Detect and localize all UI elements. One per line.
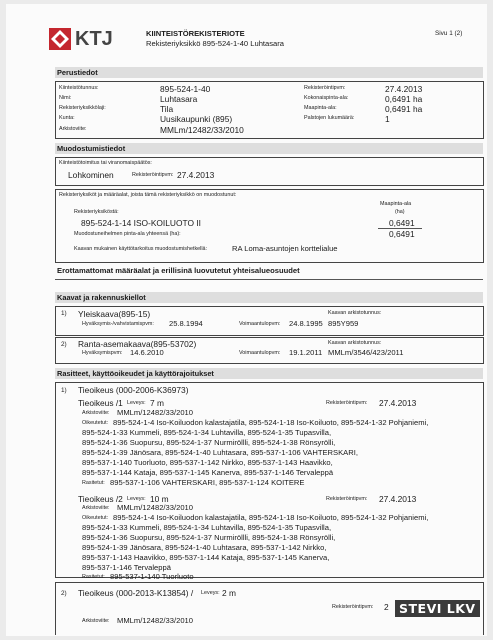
- document-subtitle: Rekisteriyksikkö 895-524-1-40 Luhtasara: [146, 39, 285, 48]
- tieoikeus-2-line-1: 895-524-1-4 Iso-Koiluodon kalastajatila, 895-524-1-18 Iso-Koiluoto, 895-524-1-32 Pohjaniemi,: [113, 513, 429, 522]
- kaava-kayttotarkoitus-label: Kaavan mukainen käyttötarkoitus muodostumishetkellä:: [74, 246, 208, 252]
- rasite-2-num: 2): [61, 590, 67, 597]
- kaava-1-voim-value: 24.8.1995: [289, 319, 323, 328]
- kaava-1-voim-label: Voimaantulopvm:: [239, 321, 281, 327]
- rasite-2-name: Tieoikeus (000-2013-K13854) /: [78, 588, 194, 598]
- kaava-1-num: 1): [61, 310, 67, 317]
- value-palstojen-lukumaara: 1: [385, 114, 390, 124]
- document-title: KIINTEISTÖREKISTERIOTE: [146, 29, 245, 38]
- rekyks-area: 0,6491: [389, 218, 415, 228]
- rasite-2-reg-value: 2: [384, 602, 389, 612]
- label-kiinteistotunnus: Kiinteistötunnus:: [59, 85, 99, 91]
- rekyks-label: Rekisteriyksiköstä:: [74, 209, 119, 215]
- label-rekisterointipvm: Rekisteröintipvm:: [304, 85, 346, 91]
- tieoikeus-1-oik-label: Oikeutetut:: [82, 420, 109, 426]
- toimitus-value: Lohkominen: [68, 170, 114, 180]
- tieoikeus-2-line-5: 895-537-1-143 Haavikko, 895-537-1-144 Kataja, 895-537-1-145 Kanerva,: [82, 553, 330, 562]
- rasite-2-ark-label: Arkistoviite:: [82, 618, 110, 624]
- label-arkistoviite: Arkistoviite:: [59, 126, 87, 132]
- value-maapinta-ala: 0,6491 ha: [385, 104, 423, 114]
- kaava-1-ark-label: Kaavan arkistotunnus:: [328, 310, 382, 316]
- tieoikeus-2-ras-value: 895-537-1-140 Tuorluoto: [110, 572, 194, 581]
- tieoikeus-2-reg-value: 27.4.2013: [379, 494, 417, 504]
- tieoikeus-1-line-4: 895-524-1-39 Jänösara, 895-524-1-40 Luhtasara, 895-537-1-106 VAHTERSKARI,: [82, 448, 358, 457]
- kaava-2-hyv-value: 14.6.2010: [130, 348, 164, 357]
- label-kokonaispinta-ala: Kokonaispinta-ala:: [304, 95, 349, 101]
- kaava-kayttotarkoitus-value: RA Loma-asuntojen korttelialue: [232, 244, 338, 253]
- kaava-1-hyv-label: Hyväksymis-/vahvistamispvm:: [82, 321, 154, 327]
- value-laji: Tila: [160, 104, 174, 114]
- tieoikeus-2-line-4: 895-524-1-39 Jänösara, 895-524-1-40 Luhtasara, 895-537-1-142 Nirkko,: [82, 543, 327, 552]
- page-number: Sivu 1 (2): [435, 30, 463, 37]
- kaava-1-hyv-value: 25.8.1994: [169, 319, 203, 328]
- tieoikeus-1-ras-label: Rasitetut:: [82, 480, 105, 486]
- value-kiinteistotunnus: 895-524-1-40: [160, 84, 211, 94]
- section-title: Muodostumistiedot: [57, 144, 126, 153]
- value-rekisterointipvm: 27.4.2013: [385, 84, 423, 94]
- kaava-1-name: Yleiskaava(895-15): [78, 309, 151, 319]
- tieoikeus-1-line-1: 895-524-1-4 Iso-Koiluodon kalastajatila, 895-524-1-18 Iso-Koiluoto, 895-524-1-32 Pohjaniemi,: [113, 418, 429, 427]
- tieoikeus-2-ark-value: MMLm/12482/33/2010: [117, 503, 193, 512]
- kiinteistot-label: Rekisteriyksiköt ja määräalat, joista tämä rekisteriyksikkö on muodostunut:: [59, 192, 237, 198]
- tieoikeus-1-ark-label: Arkistoviite:: [82, 410, 110, 416]
- rasite-2-width-label: Leveys:: [201, 590, 220, 596]
- section-kaavat: [55, 292, 483, 303]
- rasite-2-reg-label: Rekisteröintipvm:: [332, 604, 374, 610]
- section-title: Perustiedot: [57, 68, 98, 77]
- kaava-2-ark-value: MMLm/3546/423/2011: [328, 348, 404, 357]
- ktj-logo: [49, 28, 71, 55]
- value-arkistoviite: MMLm/12482/33/2010: [160, 125, 244, 135]
- tieoikeus-1-line-2: 895-524-1-33 Kummeli, 895-524-1-34 Luhtavilla, 895-524-1-35 Tupasvilla,: [82, 428, 332, 437]
- tieoikeus-2-oik-label: Oikeutetut:: [82, 515, 109, 521]
- muod-reg-value: 27.4.2013: [177, 170, 215, 180]
- tieoikeus-2-line-2: 895-524-1-33 Kummeli, 895-524-1-34 Luhtavilla, 895-524-1-35 Tupasvilla,: [82, 523, 332, 532]
- kaava-1-ark-value: 895Y959: [328, 319, 359, 328]
- kaava-2-hyv-label: Hyväksymispvm:: [82, 350, 123, 356]
- tieoikeus-1-width-label: Leveys:: [127, 400, 146, 406]
- section-title: Kaavat ja rakennuskiellot: [57, 293, 146, 302]
- ha-header: (ha): [395, 209, 405, 215]
- tieoikeus-1-line-3: 895-524-1-36 Suopursu, 895-524-1-37 Nurmiröllli, 895-524-1-38 Rönsyrölli,: [82, 438, 336, 447]
- tieoikeus-1-reg-value: 27.4.2013: [379, 398, 417, 408]
- maapinta-header: Maapinta-ala: [380, 201, 412, 207]
- tieoikeus-1-name: Tieoikeus /1: [78, 398, 123, 408]
- kaava-2-voim-label: Voimaantulopvm:: [239, 350, 281, 356]
- document-page: [6, 4, 487, 636]
- kaava-2-voim-value: 19.1.2011: [289, 348, 323, 357]
- label-kunta: Kunta:: [59, 115, 75, 121]
- label-laji: Rekisteriyksikkölaji:: [59, 105, 106, 111]
- tieoikeus-2-line-6: 895-537-1-146 Tervaleppä: [82, 563, 171, 572]
- tieoikeus-1-line-5: 895-537-1-140 Tuorluoto, 895-537-1-142 Nirkko, 895-537-1-143 Haavikko,: [82, 458, 333, 467]
- tieoikeus-2-width-label: Leveys:: [127, 496, 146, 502]
- muod-area-value: 0,6491: [389, 229, 415, 239]
- tieoikeus-2-width-value: 10 m: [150, 494, 169, 504]
- kaava-2-num: 2): [61, 341, 67, 348]
- rasite-1-num: 1): [61, 387, 67, 394]
- erottamattomat-underline: [55, 279, 483, 280]
- tieoikeus-1-reg-label: Rekisteröintipvm:: [326, 400, 368, 406]
- tieoikeus-1-line-6: 895-537-1-144 Kataja, 895-537-1-145 Kanerva, 895-537-1-146 Tervaleppä: [82, 468, 334, 477]
- rasite-1-name: Tieoikeus (000-2006-K36973): [78, 385, 189, 395]
- section-title: Rasitteet, käyttöoikeudet ja käyttörajoitukset: [57, 369, 214, 378]
- toimitus-label: Kiinteistötoimitus tai viranomaispäätös:: [59, 160, 152, 166]
- tieoikeus-2-name: Tieoikeus /2: [78, 494, 123, 504]
- tieoikeus-2-ras-label: Rasitetut:: [82, 574, 105, 580]
- tieoikeus-2-line-3: 895-524-1-36 Suopursu, 895-524-1-37 Nurmiröllli, 895-524-1-38 Rönsyrölli,: [82, 533, 336, 542]
- tieoikeus-1-ark-value: MMLm/12482/33/2010: [117, 408, 193, 417]
- kaava-2-ark-label: Kaavan arkistotunnus:: [328, 340, 382, 346]
- kaava-2-name: Ranta-asemakaava(895-53702): [78, 339, 197, 349]
- tieoikeus-1-width-value: 7 m: [150, 398, 164, 408]
- value-nimi: Luhtasara: [160, 94, 198, 104]
- ktj-logo-icon: [49, 28, 71, 50]
- stevi-lkv-stamp: STEVI LKV: [395, 600, 480, 617]
- rasite-2-width-value: 2 m: [222, 588, 236, 598]
- rekyks-value: 895-524-1-14 ISO-KOILUOTO II: [81, 218, 201, 228]
- logo-text: KTJ: [75, 28, 113, 50]
- tieoikeus-2-reg-label: Rekisteröintipvm:: [326, 496, 368, 502]
- label-palstojen-lukumaara: Palstojen lukumäärä:: [304, 115, 355, 121]
- label-maapinta-ala: Maapinta-ala:: [304, 105, 337, 111]
- section-erottamattomat: Erottamattomat määräalat ja erillisinä luovutetut yhteisalueosuudet: [57, 266, 300, 275]
- tieoikeus-2-ark-label: Arkistoviite:: [82, 505, 110, 511]
- muod-area-label: Muodostuneihelmen pinta-ala yhteensä (ha):: [74, 231, 181, 237]
- muod-reg-label: Rekisteröintipvm:: [132, 172, 174, 178]
- label-nimi: Nimi:: [59, 95, 72, 101]
- section-muodostumistiedot: [55, 143, 483, 154]
- section-perustiedot: [55, 67, 483, 78]
- tieoikeus-1-ras-value: 895-537-1-106 VAHTERSKARI, 895-537-1-124 KOITERE: [110, 478, 305, 487]
- rasite-2-ark-value: MMLm/12482/33/2010: [117, 616, 193, 625]
- value-kokonaispinta-ala: 0,6491 ha: [385, 94, 423, 104]
- value-kunta: Uusikaupunki (895): [160, 114, 233, 124]
- section-rasitteet: [55, 368, 483, 379]
